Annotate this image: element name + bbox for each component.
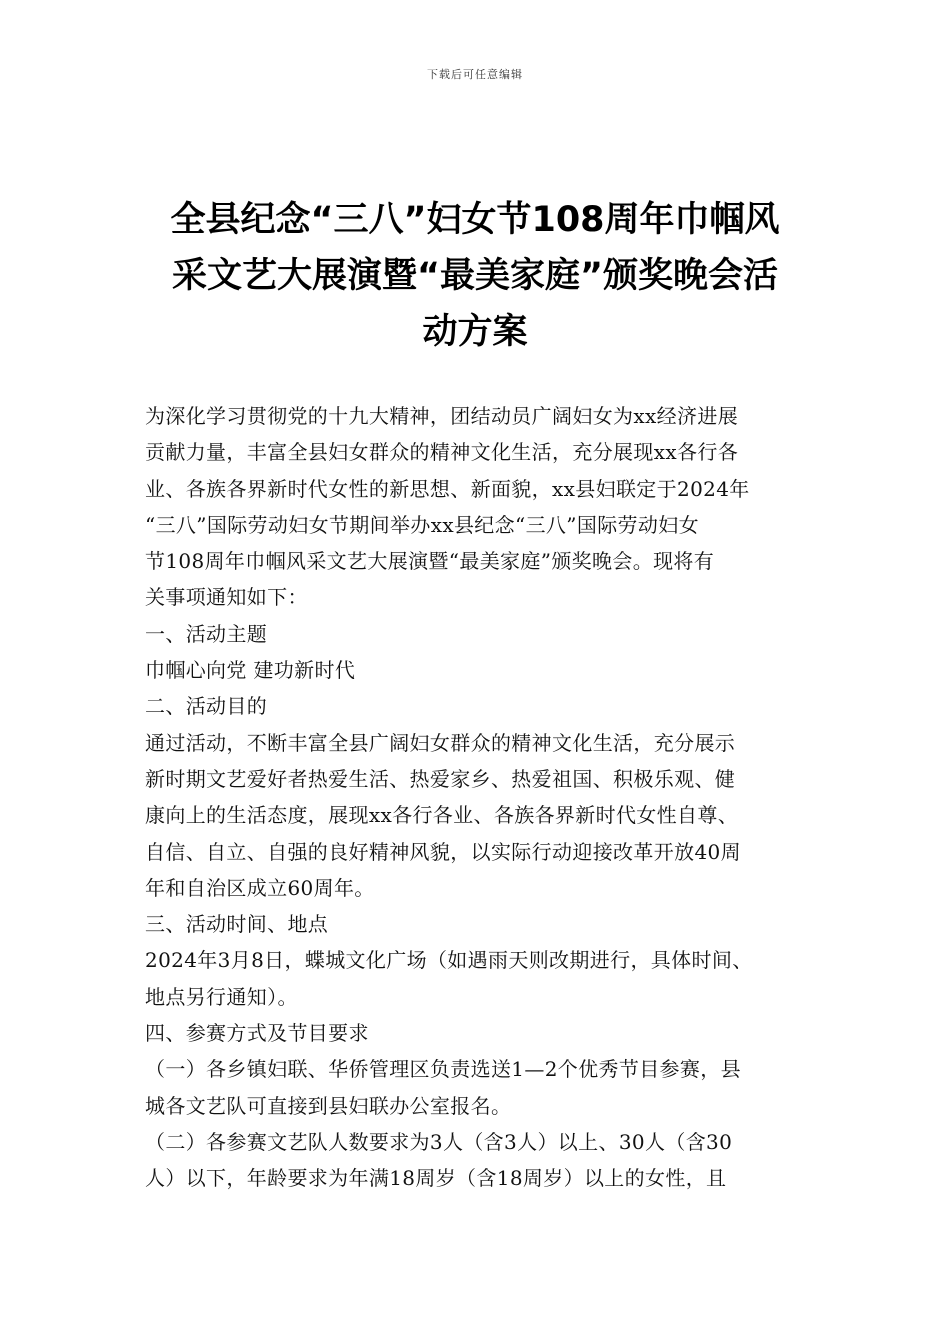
text-line: （一）各乡镇妇联、华侨管理区负责选送1—2个优秀节目参赛，县 xyxy=(145,1057,741,1082)
text-line: “三八”国际劳动妇女节期间举办xx县纪念“三八”国际劳动妇女 xyxy=(145,512,699,537)
section-heading: 三、活动时间、地点 xyxy=(145,912,329,937)
document-title xyxy=(140,192,810,360)
section-heading: 一、活动主题 xyxy=(145,621,268,646)
document-body xyxy=(145,398,815,1197)
text-line: 人）以下，年龄要求为年满18周岁（含18周岁）以上的女性，且 xyxy=(145,1166,727,1191)
title-line-3: 动方案 xyxy=(422,312,528,352)
text-line: 康向上的生活态度，展现xx各行各业、各族各界新时代女性自尊、 xyxy=(145,803,739,828)
section-heading: 二、活动目的 xyxy=(145,694,268,719)
text-line: 为深化学习贯彻党的十九大精神，团结动员广阔妇女为xx经济进展 xyxy=(145,404,739,428)
text-line: 2024年3月8日，蝶城文化广场（如遇雨天则改期进行，具体时间、 xyxy=(145,948,753,973)
text-line: 巾帼心向党 建功新时代 xyxy=(145,658,356,683)
text-line: 城各文艺队可直接到县妇联办公室报名。 xyxy=(145,1093,512,1118)
section-heading: 四、参赛方式及节目要求 xyxy=(145,1021,369,1046)
title-line-1: 全县纪念“三八”妇女节108周年巾帼风 xyxy=(170,200,780,240)
text-line: 年和自治区成立60周年。 xyxy=(145,875,375,900)
text-line: 新时期文艺爱好者热爱生活、热爱家乡、热爱祖国、积极乐观、健 xyxy=(145,766,736,791)
text-line: （二）各参赛文艺队人数要求为3人（含3人）以上、30人（含30 xyxy=(145,1129,733,1154)
text-line: 关事项通知如下： xyxy=(145,585,308,610)
text-line: 业、各族各界新时代女性的新思想、新面貌，xx县妇联定于2024年 xyxy=(145,476,750,501)
text-line: 地点另行通知）。 xyxy=(145,984,298,1009)
title-line-2: 采文艺大展演暨“最美家庭”颁奖晚会活 xyxy=(171,256,778,296)
text-line: 节108周年巾帼风采文艺大展演暨“最美家庭”颁奖晚会。现将有 xyxy=(145,549,715,574)
header-note: 下载后可任意编辑 xyxy=(427,68,523,81)
text-line: 自信、自立、自强的良好精神风貌，以实际行动迎接改革开放40周 xyxy=(145,839,741,864)
text-line: 通过活动，不断丰富全县广阔妇女群众的精神文化生活，充分展示 xyxy=(145,730,736,755)
text-line: 贡献力量，丰富全县妇女群众的精神文化生活，充分展现xx各行各 xyxy=(145,440,739,465)
